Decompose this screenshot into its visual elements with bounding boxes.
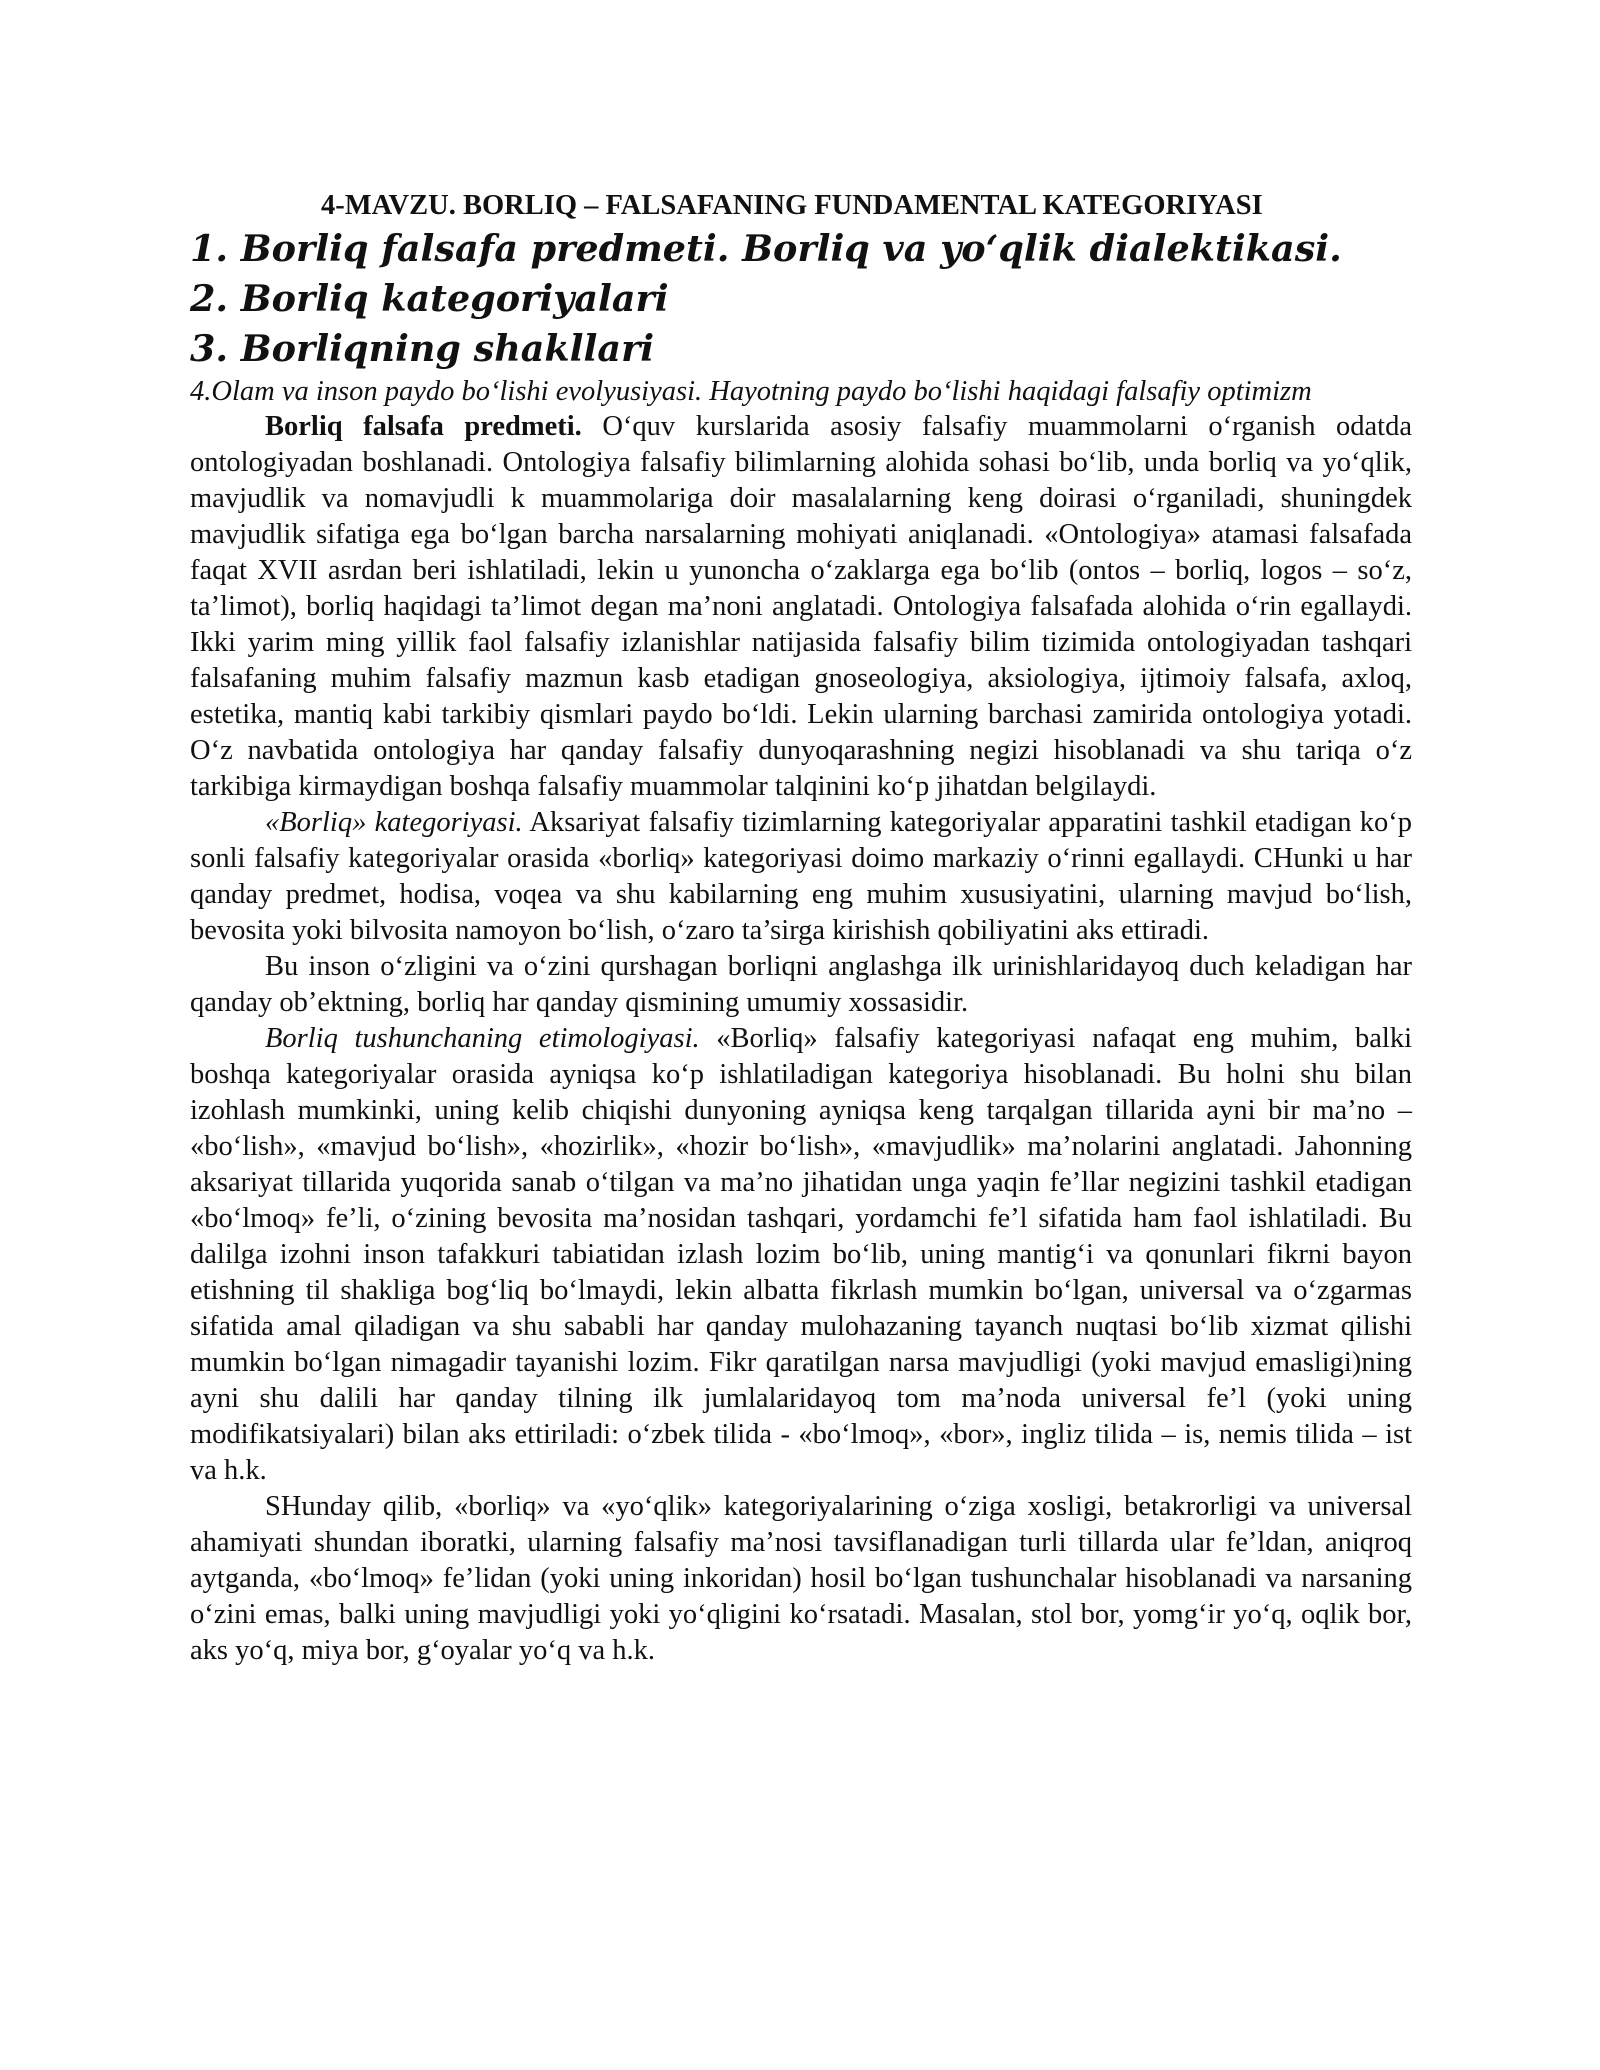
paragraph-2 bbox=[190, 805, 1412, 949]
toc-item-3: 3. Borliqning shakllari bbox=[190, 327, 655, 370]
toc-item-1: 1. Borliq falsafa predmeti. Borliq va yo‘qlik dialektikasi. bbox=[190, 227, 1342, 270]
paragraph-4 bbox=[190, 1021, 1412, 1489]
paragraph-2-lead: «Borliq» kategoriyasi. bbox=[265, 807, 523, 838]
document-title: 4-MAVZU. BORLIQ – FALSAFANING FUNDAMENTAL KATEGORIYASI bbox=[321, 190, 1263, 221]
paragraph-4-text: «Borliq» falsafiy kategoriyasi nafaqat eng muhim, balki boshqa kategoriyalar orasida ayniqsa ko‘p ishlatiladigan kategoriya hisoblanadi. Bu holni shu bilan izohlash mumkinki, uning kelib chiqishi dunyoning ayniqsa keng tarqalgan tillarida ayni bir ma’no – «bo‘lish», «mavjud bo‘lish», «hozirlik», «hozir bo‘lish», «mavjudlik» ma’nolarini anglatadi. Jahonning aksariyat tillarida yuqorida sanab o‘tilgan va ma’no jihatidan unga yaqin fe’llar negizini tashkil etadigan «bo‘lmoq» fe’li, o‘zining bevosita ma’nosidan tashqari, yordamchi fe’l sifatida ham faol ishlatiladi. Bu dalilga izohni inson tafakkuri tabiatidan izlash lozim bo‘lib, uning mantig‘i va qonunlari fikrni bayon etishning til shakliga bog‘liq bo‘lmaydi, lekin albatta fikrlash mumkin bo‘lgan, universal va o‘zgarmas sifatida amal qiladigan va shu sababli har qanday mulohazaning tayanch nuqtasi bo‘lib xizmat qilishi mumkin bo‘lgan nimagadir tayanishi lozim. Fikr qaratilgan narsa mavjudligi (yoki mavjud emasligi)ning ayni shu dalili har qanday tilning ilk jumlalaridayoq tom ma’noda universal fe’l (yoki uning modifikatsiyalari) bilan aks ettiriladi: o‘zbek tilida - «bo‘lmoq», «bor», ingliz tilida – is, nemis tilida – ist va h.k. bbox=[190, 1023, 1412, 1486]
paragraph-5 bbox=[190, 1489, 1412, 1669]
paragraph-1 bbox=[190, 409, 1412, 805]
document-page bbox=[190, 188, 1412, 1669]
paragraph-2-text: Aksariyat falsafiy tizimlarning kategoriyalar apparatini tashkil etadigan ko‘p sonli falsafiy kategoriyalar orasida «borliq» kategoriyasi doimo markaziy o‘rinni egallaydi. CHunki u har qanday predmet, hodisa, voqea va shu kabilarning eng muhim xususiyatini, ularning mavjud bo‘lish, bevosita yoki bilvosita namoyon bo‘lish, o‘zaro ta’sirga kirishish qobiliyatini aks ettiradi. bbox=[190, 807, 1412, 946]
paragraph-5-text: SHunday qilib, «borliq» va «yo‘qlik» kategoriyalarining o‘ziga xosligi, betakrorligi va universal ahamiyati shundan iboratki, ularning falsafiy ma’nosi tavsiflanadigan turli tillarda ular fe’ldan, aniqroq aytganda, «bo‘lmoq» fe’lidan (yoki uning inkoridan) hosil bo‘lgan tushunchalar hisoblanadi va narsaning o‘zini emas, balki uning mavjudligi yoki yo‘qligini ko‘rsatadi. Masalan, stol bor, yomg‘ir yo‘q, oqlik bor, aks yo‘q, miya bor, g‘oyalar yo‘q va h.k. bbox=[190, 1491, 1412, 1666]
toc-item-2: 2. Borliq kategoriyalari bbox=[190, 277, 669, 320]
paragraph-1-text: O‘quv kurslarida asosiy falsafiy muammolarni o‘rganish odatda ontologiyadan boshlanadi. Ontologiya falsafiy bilimlarning alohida sohasi bo‘lib, unda borliq va yo‘qlik, mavjudlik va nomavjudli k muammolariga doir masalalarning keng doirasi o‘rganiladi, shuningdek mavjudlik sifatiga ega bo‘lgan barcha narsalarning mohiyati aniqlanadi. «Ontologiya» atamasi falsafada faqat XVII asrdan beri ishlatiladi, lekin u yunoncha o‘zaklarga ega bo‘lib (ontos – borliq, logos – so‘z, ta’limot), borliq haqidagi ta’limot degan ma’noni anglatadi. Ontologiya falsafada alohida o‘rin egallaydi. Ikki yarim ming yillik faol falsafiy izlanishlar natijasida falsafiy bilim tizimida ontologiyadan tashqari falsafaning muhim falsafiy mazmun kasb etadigan gnoseologiya, aksiologiya, ijtimoiy falsafa, axloq, estetika, mantiq kabi tarkibiy qismlari paydo bo‘ldi. Lekin ularning barchasi zamirida ontologiya yotadi. O‘z navbatida ontologiya har qanday falsafiy dunyoqarashning negizi hisoblanadi va shu tariqa o‘z tarkibiga kirmaydigan boshqa falsafiy muammolar talqinini ko‘p jihatdan belgilaydi. bbox=[190, 411, 1412, 802]
paragraph-1-lead: Borliq falsafa predmeti. bbox=[265, 411, 582, 442]
paragraph-4-lead: Borliq tushunchaning etimologiyasi. bbox=[265, 1023, 700, 1054]
paragraph-3 bbox=[190, 949, 1412, 1021]
paragraph-3-text: Bu inson o‘zligini va o‘zini qurshagan borliqni anglashga ilk urinishlaridayoq duch keladigan har qanday ob’ektning, borliq har qanday qismining umumiy xossasidir. bbox=[190, 951, 1412, 1018]
toc-item-4: 4.Olam va inson paydo bo‘lishi evolyusiyasi. Hayotning paydo bo‘lishi haqidagi falsafiy optimizm bbox=[190, 376, 1312, 407]
